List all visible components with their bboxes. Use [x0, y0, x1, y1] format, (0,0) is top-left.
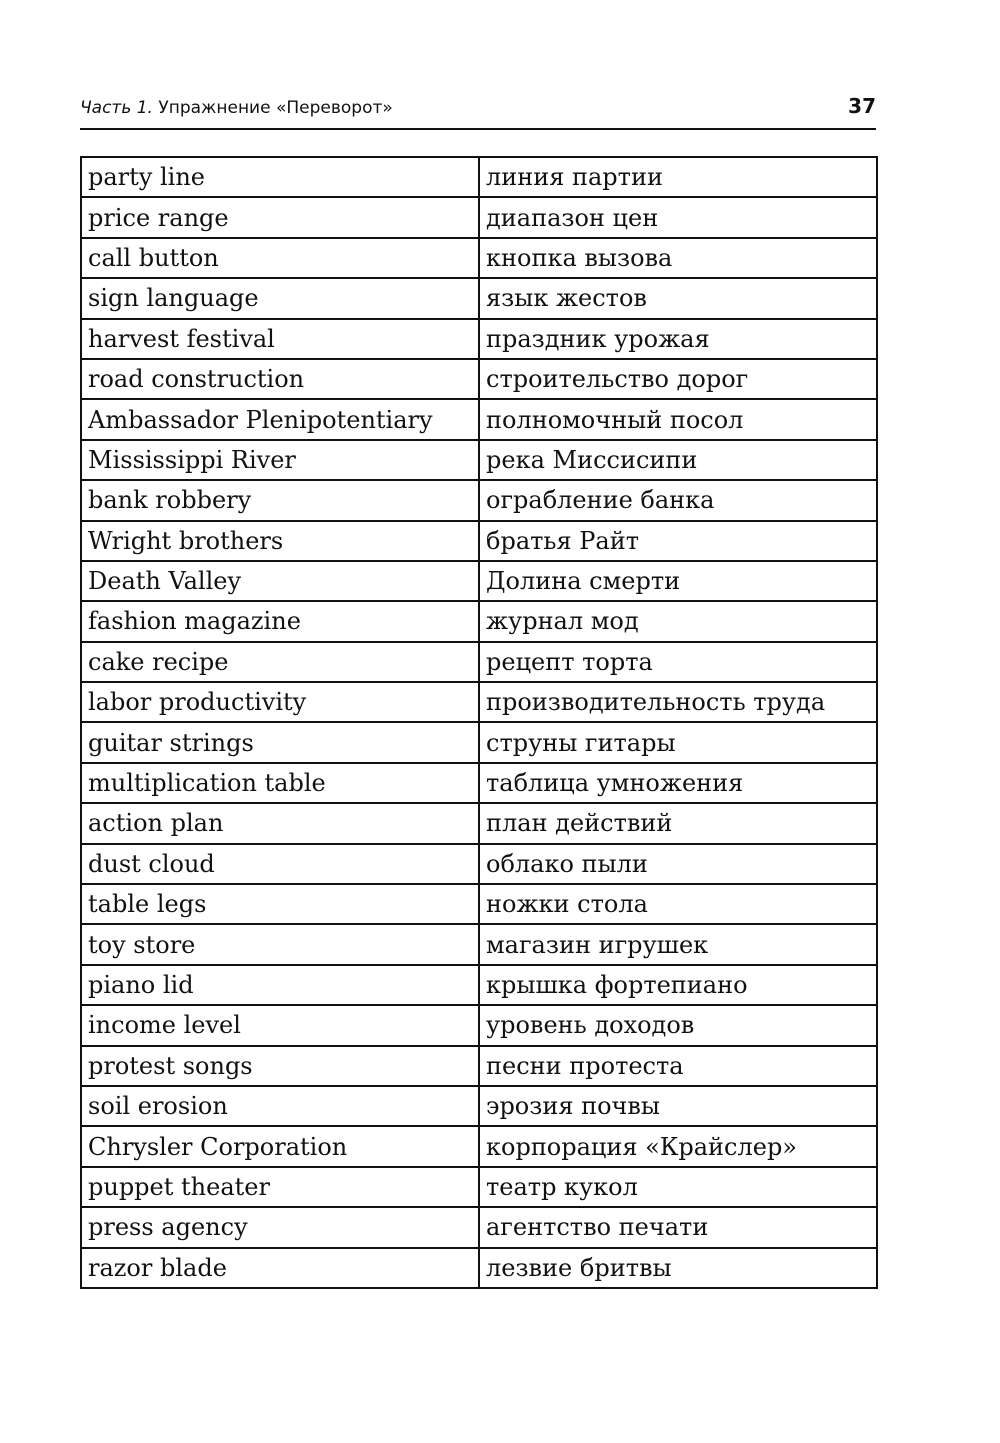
- table-row: [81, 1126, 877, 1166]
- russian-translation-cell: театр кукол: [479, 1167, 877, 1207]
- english-phrase-cell: cake recipe: [81, 642, 479, 682]
- english-phrase-cell: sign language: [81, 278, 479, 318]
- table-row: [81, 965, 877, 1005]
- russian-translation-cell: рецепт торта: [479, 642, 877, 682]
- russian-translation-cell: корпорация «Крайслер»: [479, 1126, 877, 1166]
- english-phrase-cell: puppet theater: [81, 1167, 479, 1207]
- russian-translation-cell: кнопка вызова: [479, 238, 877, 278]
- russian-translation-cell: ножки стола: [479, 884, 877, 924]
- russian-translation-cell: струны гитары: [479, 722, 877, 762]
- english-phrase-cell: action plan: [81, 803, 479, 843]
- english-phrase-cell: multiplication table: [81, 763, 479, 803]
- english-phrase-cell: protest songs: [81, 1046, 479, 1086]
- table-row: [81, 1046, 877, 1086]
- english-phrase-cell: Mississippi River: [81, 440, 479, 480]
- russian-translation-cell: крышка фортепиано: [479, 965, 877, 1005]
- russian-translation-cell: производительность труда: [479, 682, 877, 722]
- english-phrase-cell: dust cloud: [81, 844, 479, 884]
- table-row: [81, 642, 877, 682]
- english-phrase-cell: soil erosion: [81, 1086, 479, 1126]
- vocabulary-table: [80, 156, 878, 1289]
- russian-translation-cell: река Миссисипи: [479, 440, 877, 480]
- english-phrase-cell: call button: [81, 238, 479, 278]
- russian-translation-cell: Долина смерти: [479, 561, 877, 601]
- table-row: [81, 319, 877, 359]
- section-title: Упражнение «Переворот»: [158, 98, 393, 118]
- russian-translation-cell: таблица умножения: [479, 763, 877, 803]
- russian-translation-cell: братья Райт: [479, 521, 877, 561]
- russian-translation-cell: магазин игрушек: [479, 924, 877, 964]
- english-phrase-cell: guitar strings: [81, 722, 479, 762]
- table-row: [81, 359, 877, 399]
- page-header: [80, 94, 876, 130]
- russian-translation-cell: журнал мод: [479, 601, 877, 641]
- table-row: [81, 157, 877, 197]
- table-row: [81, 1167, 877, 1207]
- english-phrase-cell: Death Valley: [81, 561, 479, 601]
- russian-translation-cell: облако пыли: [479, 844, 877, 884]
- english-phrase-cell: razor blade: [81, 1248, 479, 1288]
- english-phrase-cell: road construction: [81, 359, 479, 399]
- table-row: [81, 601, 877, 641]
- table-row: [81, 521, 877, 561]
- russian-translation-cell: план действий: [479, 803, 877, 843]
- english-phrase-cell: harvest festival: [81, 319, 479, 359]
- english-phrase-cell: price range: [81, 197, 479, 237]
- table-row: [81, 1207, 877, 1247]
- english-phrase-cell: table legs: [81, 884, 479, 924]
- english-phrase-cell: party line: [81, 157, 479, 197]
- table-row: [81, 399, 877, 439]
- english-phrase-cell: piano lid: [81, 965, 479, 1005]
- russian-translation-cell: язык жестов: [479, 278, 877, 318]
- english-phrase-cell: income level: [81, 1005, 479, 1045]
- english-phrase-cell: Chrysler Corporation: [81, 1126, 479, 1166]
- english-phrase-cell: bank robbery: [81, 480, 479, 520]
- table-row: [81, 924, 877, 964]
- russian-translation-cell: праздник урожая: [479, 319, 877, 359]
- english-phrase-cell: press agency: [81, 1207, 479, 1247]
- vocabulary-table-body: [81, 157, 877, 1288]
- russian-translation-cell: агентство печати: [479, 1207, 877, 1247]
- table-row: [81, 803, 877, 843]
- russian-translation-cell: диапазон цен: [479, 197, 877, 237]
- table-row: [81, 1248, 877, 1288]
- russian-translation-cell: строительство дорог: [479, 359, 877, 399]
- table-row: [81, 844, 877, 884]
- table-row: [81, 238, 877, 278]
- running-head: [80, 98, 393, 118]
- english-phrase-cell: Ambassador Plenipotentiary: [81, 399, 479, 439]
- russian-translation-cell: ограбление банка: [479, 480, 877, 520]
- russian-translation-cell: эрозия почвы: [479, 1086, 877, 1126]
- english-phrase-cell: fashion magazine: [81, 601, 479, 641]
- table-row: [81, 278, 877, 318]
- russian-translation-cell: лезвие бритвы: [479, 1248, 877, 1288]
- english-phrase-cell: labor productivity: [81, 682, 479, 722]
- table-row: [81, 440, 877, 480]
- russian-translation-cell: уровень доходов: [479, 1005, 877, 1045]
- table-row: [81, 763, 877, 803]
- russian-translation-cell: песни протеста: [479, 1046, 877, 1086]
- table-row: [81, 1086, 877, 1126]
- table-row: [81, 682, 877, 722]
- russian-translation-cell: полномочный посол: [479, 399, 877, 439]
- table-row: [81, 884, 877, 924]
- part-label: Часть 1.: [80, 98, 153, 118]
- english-phrase-cell: toy store: [81, 924, 479, 964]
- page-number: 37: [848, 94, 876, 118]
- table-row: [81, 197, 877, 237]
- table-row: [81, 480, 877, 520]
- table-row: [81, 1005, 877, 1045]
- english-phrase-cell: Wright brothers: [81, 521, 479, 561]
- table-row: [81, 722, 877, 762]
- table-row: [81, 561, 877, 601]
- russian-translation-cell: линия партии: [479, 157, 877, 197]
